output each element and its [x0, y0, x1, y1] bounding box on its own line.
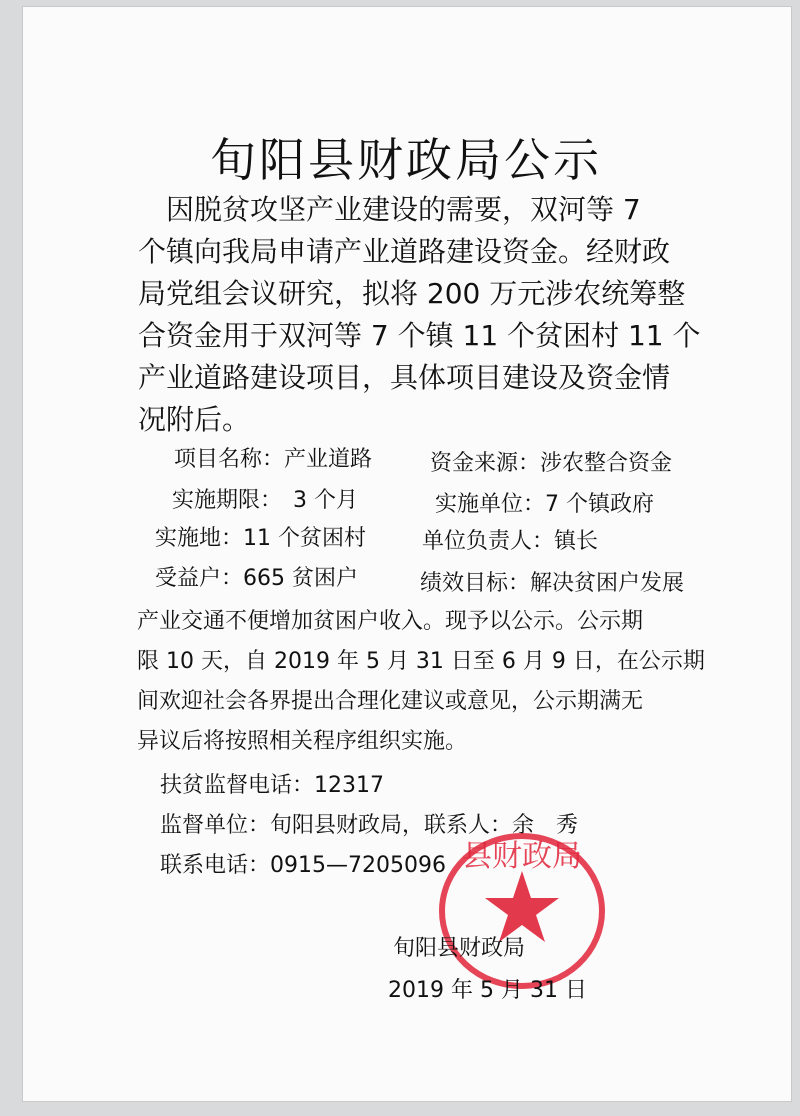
- field-goal: 绩效目标：解决贫困户发展: [420, 571, 685, 596]
- body-line: 异议后将按照相关程序组织实施。: [137, 729, 468, 754]
- field-fund-source: 资金来源：涉农整合资金: [430, 451, 673, 476]
- field-unit: 实施单位：7 个镇政府: [435, 492, 654, 517]
- document-page: [22, 6, 792, 1102]
- contact-phone: 联系电话：0915—7205096: [160, 853, 446, 878]
- field-location: 实施地：11 个贫困村: [155, 526, 366, 551]
- intro-line: 况附后。: [138, 403, 251, 436]
- signature-org: 旬阳县财政局: [393, 936, 526, 961]
- intro-line: 局党组会议研究，拟将 200 万元涉农统筹整: [138, 277, 686, 310]
- field-project-name: 项目名称：产业道路: [174, 447, 373, 472]
- official-seal: [432, 826, 612, 996]
- seal-text: 县财政局: [462, 839, 582, 874]
- supervisor: 监督单位：旬阳县财政局，联系人：余 秀: [160, 813, 579, 838]
- intro-line: 合资金用于双河等 7 个镇 11 个贫困村 11 个: [138, 319, 701, 352]
- intro-line: 因脱贫攻坚产业建设的需要，双河等 7: [138, 193, 641, 226]
- intro-line: 个镇向我局申请产业道路建设资金。经财政: [138, 235, 671, 268]
- field-period: 实施期限： 3 个月: [172, 488, 358, 513]
- page-title: 旬阳县财政局公示: [210, 133, 602, 187]
- body-line: 产业交通不便增加贫困户收入。现予以公示。公示期: [137, 609, 644, 634]
- intro-line: 产业道路建设项目，具体项目建设及资金情: [138, 361, 671, 394]
- field-responsible: 单位负责人：镇长: [422, 529, 599, 554]
- field-beneficiaries: 受益户：665 贫困户: [155, 566, 358, 591]
- signature-date: 2019 年 5 月 31 日: [388, 978, 587, 1003]
- body-line: 间欢迎社会各界提出合理化建议或意见，公示期满无: [137, 689, 644, 714]
- body-line: 限 10 天，自 2019 年 5 月 31 日至 6 月 9 日，在公示期: [137, 649, 705, 674]
- hotline: 扶贫监督电话：12317: [160, 773, 384, 798]
